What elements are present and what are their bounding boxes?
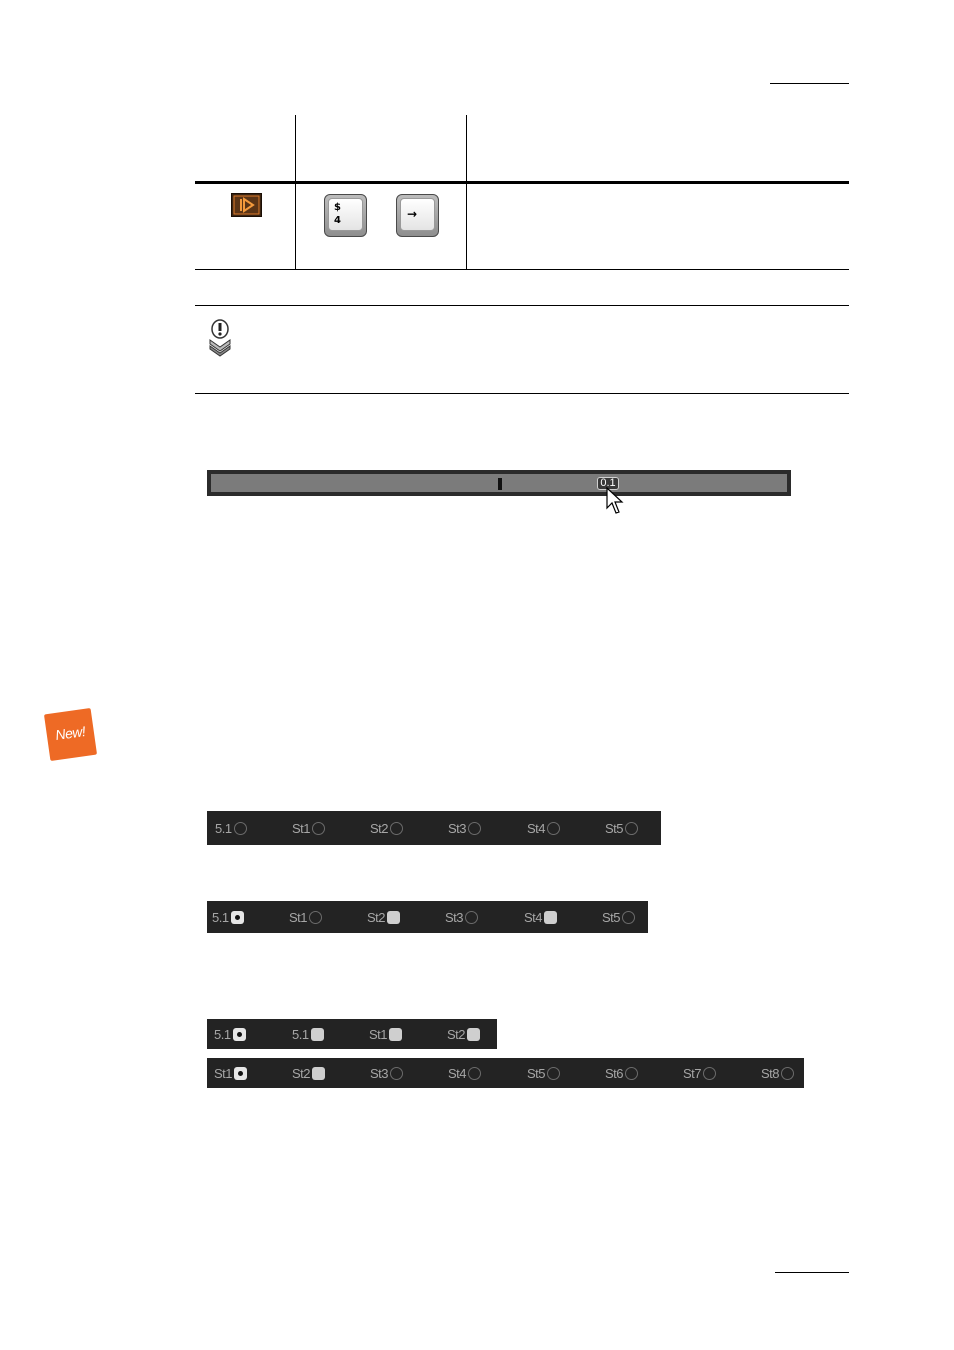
audio-track-bar [207, 1019, 497, 1049]
status-indicator-icon [622, 911, 635, 924]
status-indicator-icon [387, 911, 400, 924]
audio-track-item[interactable] [292, 811, 325, 845]
audio-track-item[interactable] [370, 811, 403, 845]
audio-track-label: St6 [605, 1065, 624, 1081]
audio-track-item[interactable] [445, 901, 478, 933]
audio-track-item[interactable] [369, 1019, 402, 1049]
audio-track-item[interactable] [447, 1019, 480, 1049]
key-right-arrow [396, 194, 439, 237]
status-indicator-icon [544, 911, 557, 924]
new-badge [44, 708, 97, 761]
audio-track-label: St2 [447, 1026, 466, 1042]
audio-track-label: St5 [602, 909, 621, 925]
footer-rule [775, 1272, 849, 1273]
audio-track-item[interactable] [448, 811, 481, 845]
key-4 [324, 194, 367, 237]
status-indicator-icon [309, 911, 322, 924]
status-indicator-icon [467, 1028, 480, 1041]
audio-track-label: St2 [292, 1065, 311, 1081]
audio-track-label: St8 [761, 1065, 780, 1081]
status-indicator-icon [233, 1028, 246, 1041]
audio-track-label: St3 [448, 820, 467, 836]
right-arrow-icon: → [407, 207, 418, 221]
audio-track-item[interactable] [527, 811, 560, 845]
audio-track-item[interactable] [214, 1019, 246, 1049]
status-indicator-icon [312, 822, 325, 835]
status-indicator-icon [468, 822, 481, 835]
status-indicator-icon [468, 1067, 481, 1080]
audio-track-item[interactable] [212, 901, 244, 933]
audio-track-item[interactable] [292, 1019, 324, 1049]
audio-track-label: St7 [683, 1065, 702, 1081]
table-divider-2 [466, 115, 467, 270]
audio-track-label: St1 [289, 909, 308, 925]
audio-track-bar [207, 1058, 804, 1088]
note-bottom-rule [195, 393, 849, 394]
audio-track-label: St1 [369, 1026, 388, 1042]
table-header-rule [195, 181, 849, 184]
audio-track-label: St3 [445, 909, 464, 925]
audio-track-item[interactable] [292, 1058, 325, 1088]
header-rule [770, 83, 849, 84]
shuttle-center-marker [498, 478, 502, 490]
audio-track-label: St2 [370, 820, 389, 836]
audio-track-label: 5.1 [214, 1026, 231, 1042]
audio-track-item[interactable] [215, 811, 247, 845]
audio-track-item[interactable] [214, 1058, 247, 1088]
mouse-pointer-icon [606, 487, 624, 515]
play-icon [231, 193, 262, 217]
status-indicator-icon [547, 822, 560, 835]
status-indicator-icon [703, 1067, 716, 1080]
table-divider-1 [295, 115, 296, 270]
audio-track-item[interactable] [367, 901, 400, 933]
audio-track-item[interactable] [605, 1058, 638, 1088]
key-4-top: $ [334, 202, 341, 213]
audio-track-label: 5.1 [215, 820, 232, 836]
new-badge-label: New! [54, 723, 87, 744]
audio-track-label: 5.1 [292, 1026, 309, 1042]
audio-track-item[interactable] [527, 1058, 560, 1088]
audio-track-item[interactable] [605, 811, 638, 845]
status-indicator-icon [390, 1067, 403, 1080]
audio-track-item[interactable] [448, 1058, 481, 1088]
status-indicator-icon [465, 911, 478, 924]
status-indicator-icon [781, 1067, 794, 1080]
audio-track-bar [207, 811, 661, 845]
audio-track-label: St4 [448, 1065, 467, 1081]
note-top-rule [195, 305, 849, 306]
audio-track-item[interactable] [289, 901, 322, 933]
shuttle-value[interactable]: 0.1 [597, 477, 619, 490]
audio-track-label: St5 [527, 1065, 546, 1081]
audio-track-label: St4 [527, 820, 546, 836]
audio-track-label: St1 [214, 1065, 233, 1081]
audio-track-label: St1 [292, 820, 311, 836]
audio-track-item[interactable] [524, 901, 557, 933]
status-indicator-icon [390, 822, 403, 835]
status-indicator-icon [389, 1028, 402, 1041]
status-indicator-icon [234, 1067, 247, 1080]
audio-track-label: St5 [605, 820, 624, 836]
status-indicator-icon [311, 1028, 324, 1041]
status-indicator-icon [625, 1067, 638, 1080]
audio-track-label: St2 [367, 909, 386, 925]
audio-track-item[interactable] [683, 1058, 716, 1088]
status-indicator-icon [312, 1067, 325, 1080]
audio-track-label: 5.1 [212, 909, 229, 925]
status-indicator-icon [234, 822, 247, 835]
audio-track-item[interactable] [370, 1058, 403, 1088]
warning-note-icon [204, 318, 236, 358]
audio-track-label: St4 [524, 909, 543, 925]
audio-track-item[interactable] [761, 1058, 794, 1088]
status-indicator-icon [231, 911, 244, 924]
table-bottom-rule [195, 269, 849, 270]
audio-track-label: St3 [370, 1065, 389, 1081]
status-indicator-icon [625, 822, 638, 835]
shuttle-bar[interactable] [207, 470, 791, 496]
key-4-bottom: 4 [334, 215, 341, 226]
status-indicator-icon [547, 1067, 560, 1080]
audio-track-bar [207, 901, 648, 933]
audio-track-item[interactable] [602, 901, 635, 933]
